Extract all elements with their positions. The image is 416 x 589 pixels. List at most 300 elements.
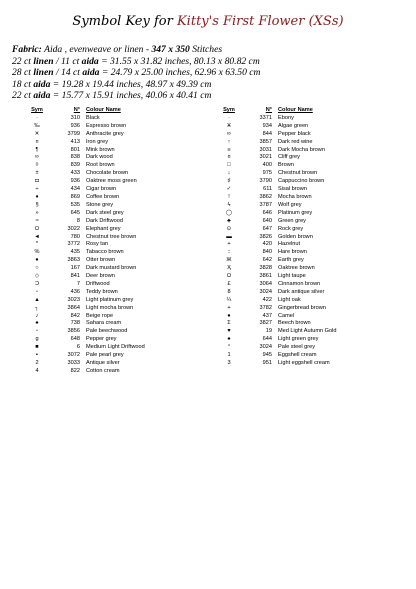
row-symbol: ▪	[36, 352, 38, 359]
table-row	[214, 210, 388, 218]
size-fabric: aida	[33, 78, 51, 90]
row-colour-name: Coffee brown	[86, 193, 120, 200]
table-row	[22, 186, 196, 194]
size-line	[12, 79, 412, 91]
row-dmc-number: 7	[76, 280, 80, 287]
row-colour-name: Light green grey	[278, 336, 319, 343]
table-row	[22, 360, 196, 368]
row-symbol: ♣	[227, 217, 231, 224]
row-dmc-number: 3790	[259, 178, 272, 185]
row-dmc-number: 535	[70, 201, 80, 208]
header-sym: Sym	[31, 107, 43, 113]
page-title	[0, 14, 416, 30]
row-symbol: □	[227, 162, 231, 169]
row-symbol: ¼	[226, 296, 232, 303]
table-row	[22, 281, 196, 289]
row-symbol: ♠	[227, 336, 231, 343]
header-name: Colour Name	[86, 107, 121, 113]
row-dmc-number: 3064	[259, 280, 272, 287]
row-dmc-number: 3787	[259, 201, 272, 208]
row-colour-name: Chestnut brown	[278, 170, 318, 177]
row-colour-name: Brown	[278, 162, 294, 169]
row-colour-name: Ebony	[278, 114, 294, 121]
table-row	[22, 178, 196, 186]
row-dmc-number: 838	[70, 154, 80, 161]
row-symbol: ±	[35, 170, 39, 177]
row-colour-name: Dark mustard brown	[86, 265, 137, 272]
table-row	[214, 273, 388, 281]
row-dmc-number: 167	[70, 265, 80, 272]
table-row	[214, 226, 388, 234]
row-dmc-number: 844	[262, 130, 272, 137]
row-dmc-number: 3033	[67, 360, 80, 366]
row-dmc-number: 3799	[67, 130, 80, 137]
row-dmc-number: 648	[70, 336, 80, 343]
row-dmc-number: 842	[70, 312, 80, 319]
row-dmc-number: 3024	[259, 288, 272, 295]
row-symbol: ▫	[36, 288, 38, 295]
row-symbol: ◯	[225, 209, 233, 216]
size-count: 22 ct	[12, 90, 34, 102]
row-colour-name: Black	[86, 114, 100, 121]
row-dmc-number: 646	[262, 209, 272, 216]
row-dmc-number: 3782	[259, 304, 272, 311]
row-dmc-number: 19	[265, 328, 272, 335]
row-dmc-number: 3072	[67, 352, 80, 359]
row-dmc-number: 3861	[259, 273, 272, 280]
row-symbol: ▫	[36, 328, 38, 335]
row-colour-name: Light eggshell cream	[278, 360, 330, 366]
row-dmc-number: 3826	[259, 233, 272, 240]
size-fabric: linen	[33, 67, 54, 79]
table-row	[214, 352, 388, 360]
table-row	[22, 297, 196, 305]
row-dmc-number: 3827	[259, 320, 272, 327]
table-row	[22, 273, 196, 281]
size-fabric2: aida	[81, 55, 99, 67]
table-row	[22, 265, 196, 273]
row-colour-name: Teddy brown	[86, 288, 118, 295]
row-symbol: ↑	[227, 138, 231, 145]
table-row	[214, 249, 388, 257]
row-dmc-number: 647	[262, 225, 272, 232]
row-dmc-number: 801	[70, 146, 80, 153]
row-symbol: Ӿ	[227, 122, 231, 129]
row-dmc-number: 422	[262, 296, 272, 303]
table-row	[22, 210, 196, 218]
row-symbol: Σ	[227, 320, 231, 327]
table-row	[214, 154, 388, 162]
row-colour-name: Oaktree moss green	[86, 178, 137, 185]
row-symbol: »	[35, 209, 39, 216]
header-num: N°	[265, 107, 272, 113]
row-symbol: ¶	[35, 146, 39, 153]
row-symbol: 2	[35, 360, 39, 366]
row-symbol: ▲	[34, 296, 40, 303]
table-header	[22, 107, 196, 115]
rows-left	[22, 115, 196, 376]
fabric-specs	[12, 44, 412, 102]
table-row	[22, 115, 196, 123]
row-colour-name: Iron grey	[86, 138, 109, 145]
table-row	[22, 147, 196, 155]
table-row	[22, 368, 196, 376]
table-row	[214, 328, 388, 336]
row-dmc-number: 839	[70, 162, 80, 169]
header-sym: Sym	[223, 107, 235, 113]
table-header	[214, 107, 388, 115]
table-row	[214, 178, 388, 186]
row-symbol: ¤	[35, 138, 39, 145]
size-line	[12, 56, 412, 68]
row-colour-name: Dark Mocha brown	[278, 146, 325, 153]
row-dmc-number: 3021	[259, 154, 272, 161]
symbol-table-right	[214, 107, 388, 368]
row-colour-name: Pale beechwood	[86, 328, 128, 335]
table-row	[214, 147, 388, 155]
row-colour-name: Light taupe	[278, 273, 306, 280]
row-colour-name: Algae green	[278, 122, 309, 129]
table-row	[22, 344, 196, 352]
row-colour-name: Camel	[278, 312, 295, 319]
row-symbol: ▬	[226, 233, 232, 240]
row-colour-name: Light platinum grey	[86, 296, 134, 303]
table-row	[214, 265, 388, 273]
row-colour-name: Gingerbread brown	[278, 304, 326, 311]
row-dmc-number: 434	[70, 186, 80, 193]
row-symbol: ·	[36, 114, 38, 121]
row-dmc-number: 3856	[67, 328, 80, 335]
row-symbol: ┐	[35, 304, 39, 311]
table-row	[214, 320, 388, 328]
row-symbol: ¤	[227, 154, 231, 161]
row-dmc-number: 738	[70, 320, 80, 327]
row-symbol: ◊	[35, 162, 39, 169]
table-row	[22, 218, 196, 226]
row-symbol: 8	[227, 288, 231, 295]
row-colour-name: Sisal brown	[278, 186, 307, 193]
row-colour-name: Pale steel grey	[278, 344, 316, 351]
row-symbol: 4	[35, 367, 39, 374]
row-colour-name: Platinum grey	[278, 209, 313, 216]
row-dmc-number: 400	[262, 162, 272, 169]
row-colour-name: Medium Light Driftwood	[86, 344, 145, 351]
row-symbol: Ж	[226, 257, 232, 264]
table-row	[22, 241, 196, 249]
row-symbol: ϟ	[227, 201, 231, 208]
fabric-line	[12, 44, 412, 56]
row-colour-name: Beech brown	[278, 320, 311, 327]
row-symbol: ♥	[227, 328, 231, 335]
row-dmc-number: 413	[70, 138, 80, 145]
row-colour-name: Elephant grey	[86, 225, 121, 232]
row-dmc-number: 8	[76, 217, 80, 224]
row-dmc-number: 936	[70, 122, 80, 129]
row-symbol: ♦	[35, 193, 39, 200]
row-symbol: ●	[35, 257, 39, 264]
size-fabric2: aida	[82, 67, 100, 79]
size-mid: / 11 ct	[53, 55, 82, 67]
row-colour-name: Deer brown	[86, 273, 115, 280]
row-colour-name: Chestnut tree brown	[86, 233, 137, 240]
row-symbol: Ҳ	[227, 265, 231, 272]
table-row	[214, 289, 388, 297]
table-row	[214, 115, 388, 123]
row-colour-name: Dark Driftwood	[86, 217, 123, 224]
table-row	[214, 281, 388, 289]
table-row	[214, 131, 388, 139]
table-row	[22, 352, 196, 360]
table-row	[22, 257, 196, 265]
fabric-text: Aida , evenweave or linen -	[44, 44, 152, 55]
row-colour-name: Beige rope	[86, 312, 114, 319]
row-dmc-number: 3371	[259, 114, 272, 121]
row-dmc-number: 3863	[67, 257, 80, 264]
table-row	[22, 320, 196, 328]
row-colour-name: Dark steel grey	[86, 209, 124, 216]
table-row	[214, 297, 388, 305]
row-symbol: ◘	[35, 178, 39, 185]
table-row	[214, 241, 388, 249]
row-colour-name: Sahara cream	[86, 320, 122, 327]
row-colour-name: Green grey	[278, 217, 306, 224]
row-symbol: ÷	[35, 186, 39, 193]
row-dmc-number: 3031	[259, 146, 272, 153]
row-colour-name: Med Light Autumn Gold	[278, 328, 337, 335]
row-dmc-number: 3023	[67, 296, 80, 303]
row-dmc-number: 6	[76, 344, 80, 351]
row-symbol: ‰	[34, 122, 40, 129]
table-row	[214, 186, 388, 194]
row-symbol: !	[228, 193, 230, 200]
row-dmc-number: 975	[262, 170, 272, 177]
row-dmc-number: 436	[70, 288, 80, 295]
row-symbol: Ͻ	[34, 280, 40, 287]
row-colour-name: Stone grey	[86, 201, 114, 208]
row-dmc-number: 3022	[67, 225, 80, 232]
row-colour-name: Dark wood	[86, 154, 113, 161]
row-symbol: ♯	[227, 178, 231, 185]
row-dmc-number: 640	[262, 217, 272, 224]
row-colour-name: Cappuccino brown	[278, 178, 325, 185]
table-row	[22, 336, 196, 344]
row-colour-name: Cinnamon brown	[278, 280, 321, 287]
fabric-label: Fabric:	[12, 44, 42, 55]
row-symbol: %	[34, 249, 40, 256]
row-dmc-number: 951	[262, 360, 272, 366]
row-dmc-number: 3857	[259, 138, 272, 145]
row-symbol: ∞	[35, 154, 39, 161]
row-colour-name: Light mocha brown	[86, 304, 134, 311]
title-pattern-name: Kitty's First Flower (XSs)	[176, 14, 344, 29]
rows-right	[214, 115, 388, 368]
row-colour-name: Eggshell cream	[278, 352, 317, 359]
row-colour-name: Chocolate brown	[86, 170, 128, 177]
row-colour-name: Dark red wine	[278, 138, 313, 145]
row-colour-name: Cliff grey	[278, 154, 300, 161]
row-symbol: 1	[227, 352, 231, 359]
header-num: N°	[73, 107, 80, 113]
row-symbol: ◄	[34, 233, 40, 240]
table-row	[22, 131, 196, 139]
table-row	[22, 328, 196, 336]
row-colour-name: Cotton cream	[86, 367, 120, 374]
table-row	[22, 305, 196, 313]
row-colour-name: Espresso brown	[86, 122, 127, 129]
table-row	[214, 344, 388, 352]
row-symbol: ✕	[34, 130, 40, 137]
row-colour-name: Earth grey	[278, 257, 304, 264]
stitch-count: 347 x 350	[151, 44, 190, 55]
row-colour-name: Cigar brown	[86, 186, 117, 193]
row-symbol: ♪	[35, 312, 39, 319]
row-symbol: *	[35, 241, 39, 248]
size-dimensions: = 19.28 x 19.44 inches, 48.97 x 49.39 cm	[50, 78, 212, 90]
table-row	[214, 257, 388, 265]
table-row	[214, 313, 388, 321]
table-row	[22, 123, 196, 131]
row-symbol: ✓	[226, 186, 232, 193]
row-colour-name: Anthracite grey	[86, 130, 124, 137]
row-colour-name: Wolf grey	[278, 201, 302, 208]
header-name: Colour Name	[278, 107, 313, 113]
row-colour-name: Antique silver	[86, 360, 120, 366]
row-symbol: §	[35, 201, 39, 208]
table-row	[214, 305, 388, 313]
title-prefix: Symbol Key for	[72, 14, 177, 29]
size-count: 28 ct	[12, 67, 34, 79]
row-dmc-number: 420	[262, 241, 272, 248]
row-dmc-number: 934	[262, 122, 272, 129]
row-colour-name: Hare brown	[278, 249, 307, 256]
row-symbol: +	[227, 304, 231, 311]
table-row	[214, 218, 388, 226]
table-row	[214, 202, 388, 210]
row-symbol: ○	[35, 265, 39, 272]
row-dmc-number: 310	[70, 114, 80, 121]
row-symbol: +	[227, 241, 231, 248]
table-row	[22, 249, 196, 257]
row-dmc-number: 433	[70, 170, 80, 177]
row-colour-name: Pepper black	[278, 130, 311, 137]
row-colour-name: Golden brown	[278, 233, 313, 240]
table-row	[22, 170, 196, 178]
table-row	[22, 162, 196, 170]
row-dmc-number: 841	[70, 273, 80, 280]
row-dmc-number: 642	[262, 257, 272, 264]
size-count: 18 ct	[12, 78, 34, 90]
table-row	[22, 154, 196, 162]
row-symbol: ·	[228, 114, 230, 121]
row-dmc-number: 3772	[67, 241, 80, 248]
row-symbol: ≡	[227, 146, 231, 153]
table-row	[214, 234, 388, 242]
row-dmc-number: 3828	[259, 265, 272, 272]
row-dmc-number: 437	[262, 312, 272, 319]
row-dmc-number: 780	[70, 233, 80, 240]
size-line	[12, 67, 412, 79]
row-symbol: °	[227, 344, 231, 351]
size-count: 22 ct	[12, 55, 34, 67]
row-colour-name: Light oak	[278, 296, 301, 303]
table-row	[214, 360, 388, 368]
row-dmc-number: 644	[262, 336, 272, 343]
row-dmc-number: 945	[262, 352, 272, 359]
row-colour-name: Root brown	[86, 162, 115, 169]
size-line	[12, 90, 412, 102]
row-colour-name: Pale pearl grey	[86, 352, 124, 359]
row-symbol: 3	[227, 360, 231, 366]
table-row	[22, 202, 196, 210]
row-dmc-number: 3024	[259, 344, 272, 351]
row-dmc-number: 645	[70, 209, 80, 216]
size-lines	[12, 56, 412, 102]
table-row	[22, 194, 196, 202]
row-symbol: ::	[227, 249, 231, 256]
row-symbol: ◇	[34, 273, 40, 280]
row-symbol: ⊙	[226, 225, 232, 232]
table-row	[22, 289, 196, 297]
table-row	[214, 162, 388, 170]
row-dmc-number: 3864	[67, 304, 80, 311]
size-mid: / 14 ct	[53, 67, 83, 79]
table-row	[22, 139, 196, 147]
row-dmc-number: 611	[263, 186, 272, 193]
row-dmc-number: 869	[70, 193, 80, 200]
row-symbol: Ω	[226, 273, 232, 280]
row-symbol: ●	[227, 312, 231, 319]
table-row	[214, 194, 388, 202]
row-dmc-number: 840	[262, 249, 272, 256]
table-row	[214, 139, 388, 147]
row-colour-name: Otter brown	[86, 257, 116, 264]
row-colour-name: Pepper grey	[86, 336, 117, 343]
row-colour-name: Rock grey	[278, 225, 304, 232]
size-dimensions: = 31.55 x 31.82 inches, 80.13 x 80.82 cm	[98, 55, 260, 67]
row-symbol: Ω	[34, 225, 40, 232]
size-fabric: aida	[33, 90, 51, 102]
row-symbol: ♠	[35, 320, 39, 327]
stitch-suffix: Stitches	[189, 44, 223, 55]
size-fabric: linen	[33, 55, 54, 67]
row-colour-name: Mink brown	[86, 146, 115, 153]
row-colour-name: Oaktree brown	[278, 265, 315, 272]
row-dmc-number: 435	[70, 249, 80, 256]
row-symbol: ■	[35, 344, 39, 351]
table-row	[214, 170, 388, 178]
symbol-table-left	[22, 107, 196, 376]
row-colour-name: Tabacco brown	[86, 249, 124, 256]
table-row	[22, 313, 196, 321]
size-dimensions: = 15.77 x 15.91 inches, 40.06 x 40.41 cm	[50, 90, 212, 102]
row-colour-name: Hazelnut	[278, 241, 301, 248]
table-row	[214, 336, 388, 344]
size-dimensions: = 24.79 x 25.00 inches, 62.96 x 63.50 cm	[99, 67, 261, 79]
row-dmc-number: 822	[70, 367, 80, 374]
table-row	[22, 234, 196, 242]
row-dmc-number: 936	[70, 178, 80, 185]
row-symbol: £	[227, 280, 231, 287]
row-colour-name: Driftwood	[86, 280, 110, 287]
table-row	[22, 226, 196, 234]
row-colour-name: Mocha brown	[278, 193, 312, 200]
table-row	[214, 123, 388, 131]
row-symbol: ∞	[227, 130, 231, 137]
row-symbol: ≈	[35, 217, 39, 224]
row-dmc-number: 3862	[259, 193, 272, 200]
row-colour-name: Dark antique silver	[278, 288, 325, 295]
row-symbol: g	[35, 336, 39, 343]
